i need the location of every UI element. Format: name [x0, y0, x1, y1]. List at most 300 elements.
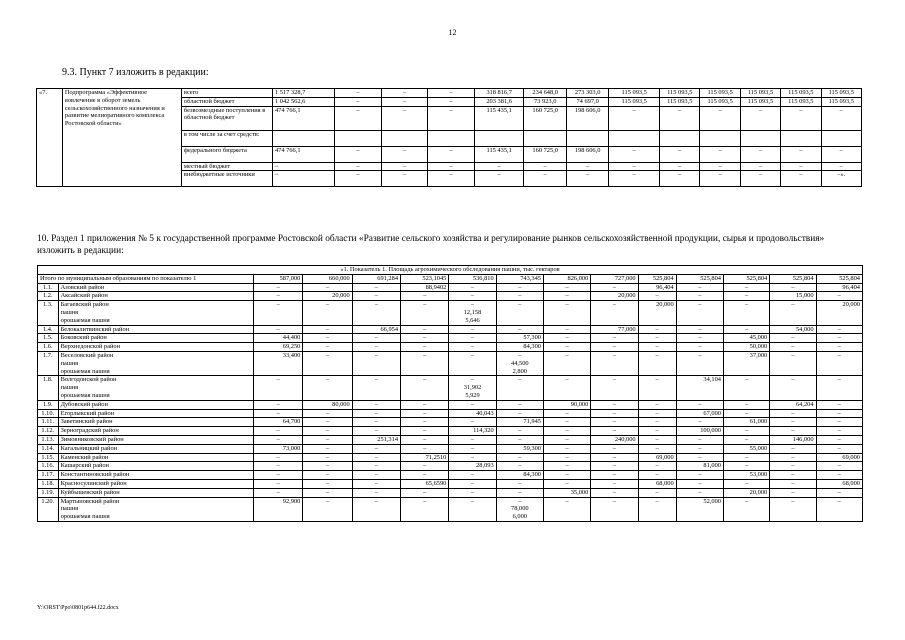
value-cell: [303, 453, 352, 462]
district-name: [58, 325, 253, 334]
cell-value: –: [325, 409, 330, 417]
funding-cell: 115 093,5: [740, 89, 780, 98]
cell-value: –: [518, 462, 522, 470]
value-cell: [770, 453, 816, 462]
value-cell: [770, 292, 816, 301]
value-cell: [770, 444, 816, 453]
funding-cell: –: [524, 171, 566, 187]
value-cell: [496, 325, 543, 334]
value-cell: [723, 418, 769, 427]
funding-cell: [660, 130, 700, 146]
cell-value: –: [518, 400, 522, 408]
funding-cell: –: [609, 106, 660, 130]
cell-value: –: [791, 444, 795, 452]
funding-cell: [335, 130, 382, 146]
cell-value: –: [612, 409, 617, 417]
funding-source-label: внебюджетные источники: [181, 171, 272, 187]
value-cell: [770, 351, 816, 375]
cell-value: –: [374, 479, 378, 487]
value-cell: [303, 334, 352, 343]
cell-value: 251,314: [377, 435, 399, 443]
value-cell: [496, 343, 543, 352]
cell-value: 84,300: [523, 471, 541, 479]
cell-value: –: [470, 301, 475, 309]
funding-cell: –: [660, 146, 700, 162]
value-cell: [253, 488, 302, 497]
cell-value: –: [655, 325, 659, 333]
value-cell: [303, 292, 352, 301]
cell-value: 66,954: [380, 325, 399, 333]
cell-value: –: [698, 343, 702, 351]
district-name: [58, 488, 253, 497]
value-cell: [591, 479, 638, 488]
district-label: Красносулинский район: [60, 479, 127, 487]
value-cell: [401, 418, 449, 427]
cell-value: 240,000: [614, 435, 636, 443]
funding-cell: –: [566, 162, 608, 171]
value-cell: [449, 400, 496, 409]
agrochemical-survey-table: [37, 265, 863, 522]
cell-value: –: [423, 488, 427, 496]
value-cell: [591, 334, 638, 343]
funding-cell: –: [821, 106, 861, 130]
cell-value: –: [325, 488, 330, 496]
cell-value: –: [325, 301, 330, 309]
value-cell: [723, 497, 769, 521]
value-cell: [401, 301, 449, 325]
district-label: Верхнедонской район: [60, 343, 120, 351]
value-cell: [401, 444, 449, 453]
cell-value: 5,929: [465, 391, 480, 399]
district-label: Веселовский район: [60, 351, 114, 359]
funding-cell: –: [474, 162, 524, 171]
district-label: Боковский район: [60, 334, 107, 342]
value-cell: [401, 462, 449, 471]
funding-cell: –: [821, 162, 861, 171]
value-cell: [496, 471, 543, 480]
funding-source-label: безвозмездные поступления в областной бюджет: [181, 106, 272, 130]
funding-cell: –: [566, 171, 608, 187]
value-cell: [496, 462, 543, 471]
value-cell: [449, 283, 496, 292]
value-cell: [638, 497, 676, 521]
row-number: 1.18.: [38, 479, 59, 488]
section-heading-9-3: 9.3. Пункт 7 изложить в редакции:: [62, 67, 209, 78]
cell-value: 84,300: [523, 343, 541, 351]
cell-value: –: [698, 471, 702, 479]
value-cell: [723, 471, 769, 480]
value-cell: [816, 400, 862, 409]
cell-value: –: [698, 453, 702, 461]
cell-value: 33,400: [282, 351, 301, 359]
cell-value: –: [612, 334, 617, 342]
funding-cell: 73 923,0: [524, 97, 566, 106]
value-cell: [723, 301, 769, 325]
value-cell: [816, 409, 862, 418]
value-cell: [543, 444, 590, 453]
value-cell: [352, 497, 400, 521]
cell-value: –: [374, 301, 378, 309]
funding-cell: –: [272, 162, 334, 171]
cell-value: –: [276, 435, 280, 443]
value-cell: [770, 400, 816, 409]
funding-cell: 115 093,5: [821, 97, 861, 106]
cell-value: –: [565, 479, 569, 487]
value-cell: [303, 351, 352, 375]
table-row: [38, 376, 863, 400]
funding-cell: –: [428, 97, 475, 106]
cell-value: –: [423, 400, 427, 408]
value-cell: [638, 351, 676, 375]
value-cell: [676, 444, 723, 453]
funding-cell: [700, 130, 740, 146]
cell-value: –: [374, 462, 378, 470]
cell-value: –: [565, 376, 569, 384]
cell-value: 31,902: [463, 384, 482, 392]
cell-value: –: [698, 301, 702, 309]
value-cell: [638, 488, 676, 497]
value-cell: [638, 444, 676, 453]
value-cell: [401, 435, 449, 444]
value-cell: [676, 418, 723, 427]
cell-value: –: [655, 400, 659, 408]
value-cell: [770, 409, 816, 418]
cell-value: –: [745, 325, 749, 333]
cell-value: –: [518, 376, 522, 384]
cell-value: 73,000: [282, 444, 301, 452]
cell-value: –: [698, 418, 702, 426]
value-cell: [496, 427, 543, 436]
value-cell: [496, 418, 543, 427]
district-name: [58, 409, 253, 418]
value-cell: [638, 479, 676, 488]
district-name: [58, 462, 253, 471]
value-cell: [638, 453, 676, 462]
value-cell: [543, 292, 590, 301]
value-cell: [253, 292, 302, 301]
value-cell: [591, 427, 638, 436]
cell-value: –: [325, 453, 330, 461]
cell-value: –: [655, 444, 659, 452]
cell-value: –: [791, 453, 795, 461]
value-cell: [496, 488, 543, 497]
district-name: [58, 435, 253, 444]
cell-value: –: [837, 418, 841, 426]
cell-value: –: [325, 479, 330, 487]
value-cell: [770, 497, 816, 521]
district-label: Зерноградский район: [60, 427, 119, 435]
value-cell: [401, 334, 449, 343]
row-number: 1.20.: [38, 497, 59, 521]
cell-value: 12,158: [463, 308, 482, 316]
funding-cell: –: [335, 171, 382, 187]
value-cell: [496, 301, 543, 325]
value-cell: [816, 435, 862, 444]
cell-value: –: [423, 325, 427, 333]
funding-cell: –: [740, 146, 780, 162]
cell-value: 114,320: [473, 427, 494, 435]
row-number: «7.: [37, 89, 63, 187]
cell-value: –: [325, 418, 330, 426]
value-cell: [449, 444, 496, 453]
cell-value: –: [655, 471, 659, 479]
value-cell: [253, 376, 302, 400]
value-cell: [303, 343, 352, 352]
row-number: 1.6.: [38, 343, 59, 352]
cell-value: –: [423, 427, 427, 435]
funding-cell: –: [428, 89, 475, 98]
value-cell: [449, 453, 496, 462]
total-value: 727,000: [591, 274, 638, 283]
total-value: 525,804: [723, 274, 769, 283]
funding-cell: –: [524, 162, 566, 171]
value-cell: [352, 376, 400, 400]
value-cell: [543, 427, 590, 436]
value-cell: [676, 343, 723, 352]
funding-cell: –: [700, 146, 740, 162]
cell-value: –: [612, 453, 617, 461]
total-row: [38, 274, 863, 283]
cell-value: –: [276, 479, 280, 487]
funding-cell: 115 093,5: [609, 97, 660, 106]
value-cell: [401, 343, 449, 352]
cell-value: –: [698, 435, 702, 443]
value-cell: [303, 444, 352, 453]
value-cell: [770, 283, 816, 292]
cell-value: –: [565, 283, 569, 291]
cell-value: 2,800: [512, 367, 528, 375]
value-cell: [770, 418, 816, 427]
district-label: Аксайский район: [60, 292, 108, 300]
value-cell: [253, 343, 302, 352]
funding-cell: 115 093,5: [781, 89, 821, 98]
cell-value: –: [745, 409, 749, 417]
value-cell: [303, 409, 352, 418]
cell-value: –: [837, 334, 841, 342]
value-cell: [591, 325, 638, 334]
value-cell: [638, 462, 676, 471]
value-cell: [591, 283, 638, 292]
value-cell: [676, 400, 723, 409]
value-cell: [816, 283, 862, 292]
cell-value: 88,9402: [425, 283, 447, 291]
value-cell: [496, 453, 543, 462]
value-cell: [496, 409, 543, 418]
cell-value: –: [791, 462, 795, 470]
district-label: Константиновский район: [60, 471, 130, 479]
cell-value: –: [837, 409, 841, 417]
cell-value: 40,043: [476, 409, 494, 417]
value-cell: [253, 409, 302, 418]
value-cell: [723, 325, 769, 334]
value-cell: [770, 334, 816, 343]
cell-value: –: [612, 343, 617, 351]
total-value: 525,804: [638, 274, 676, 283]
cell-value: –: [325, 427, 330, 435]
value-cell: [449, 471, 496, 480]
cell-value: –: [374, 418, 378, 426]
table-caption: «1. Показатель 1. Площадь агрохимического обследования пашни, тыс. гектаров: [38, 266, 863, 275]
funding-cell: [740, 130, 780, 146]
value-cell: [723, 488, 769, 497]
value-cell: [816, 334, 862, 343]
value-cell: [770, 325, 816, 334]
table-row: [38, 479, 863, 488]
cell-value: –: [837, 488, 841, 496]
cell-value: –: [612, 488, 617, 496]
cell-value: –: [325, 435, 330, 443]
table-row: [38, 301, 863, 325]
value-cell: [543, 453, 590, 462]
cell-value: 90,000: [570, 400, 589, 408]
cell-value: 80,000: [332, 400, 350, 408]
funding-cell: –: [335, 97, 382, 106]
cell-value: –: [470, 400, 475, 408]
cell-value: 71,2510: [425, 453, 447, 461]
total-value: 523,1045: [401, 274, 449, 283]
cell-value: –: [325, 462, 330, 470]
funding-cell: 1 042 562,6: [272, 97, 334, 106]
value-cell: [676, 479, 723, 488]
cell-value: –: [837, 462, 841, 470]
value-cell: [352, 488, 400, 497]
value-cell: [352, 435, 400, 444]
value-cell: [676, 283, 723, 292]
table-row: [38, 400, 863, 409]
funding-cell: 198 606,0: [566, 146, 608, 162]
funding-cell: 115 093,5: [821, 89, 861, 98]
total-value: 691,284: [352, 274, 400, 283]
value-cell: [303, 427, 352, 436]
cell-value: –: [470, 444, 475, 452]
cell-value: –: [374, 453, 378, 461]
value-cell: [401, 471, 449, 480]
value-cell: [449, 351, 496, 375]
value-cell: [352, 409, 400, 418]
cell-value: –: [470, 334, 475, 342]
value-cell: [253, 444, 302, 453]
cell-value: –: [518, 351, 522, 359]
value-cell: [816, 376, 862, 400]
funding-cell: –: [381, 89, 428, 98]
value-cell: [543, 462, 590, 471]
funding-cell: 273 303,0: [566, 89, 608, 98]
cell-value: –: [837, 444, 841, 452]
value-cell: [352, 283, 400, 292]
table-row: [38, 453, 863, 462]
value-cell: [496, 479, 543, 488]
value-cell: [543, 400, 590, 409]
cell-value: –: [612, 427, 617, 435]
value-cell: [401, 292, 449, 301]
funding-cell: –: [335, 162, 382, 171]
cell-value: –: [791, 427, 795, 435]
cell-value: –: [655, 418, 659, 426]
cell-value: 65,6590: [425, 479, 447, 487]
value-cell: [449, 435, 496, 444]
cell-value: –: [791, 301, 795, 309]
value-cell: [723, 462, 769, 471]
footer-file-path: Y:\ORST\Ppo\0801p644.f22.docx: [37, 605, 119, 611]
value-cell: [591, 471, 638, 480]
funding-cell: 160 725,0: [524, 146, 566, 162]
value-cell: [816, 427, 862, 436]
cell-value: 92,900: [282, 497, 301, 505]
cell-value: –: [698, 283, 702, 291]
value-cell: [352, 301, 400, 325]
cell-value: –: [423, 343, 427, 351]
cell-value: –: [276, 453, 280, 461]
cell-value: –: [698, 325, 702, 333]
cell-value: –: [655, 488, 659, 496]
cell-value: –: [423, 471, 427, 479]
cell-value: 96,404: [842, 283, 860, 291]
district-name: [58, 343, 253, 352]
value-cell: [591, 435, 638, 444]
cell-value: –: [745, 292, 749, 300]
program-name: Подпрограмма «Эффективное вовлечение в оборот земель сельскохозяйственного назначения и развитие мелиоративного комплекса Ростовской области»: [62, 89, 181, 187]
cell-value: –: [423, 444, 427, 452]
cell-value: –: [565, 351, 569, 359]
value-cell: [496, 351, 543, 375]
value-cell: [496, 334, 543, 343]
cell-value: 55,000: [749, 444, 768, 452]
funding-source-label: местный бюджет: [181, 162, 272, 171]
cell-value: –: [565, 343, 569, 351]
value-cell: [253, 462, 302, 471]
funding-cell: –: [335, 106, 382, 130]
value-cell: [638, 376, 676, 400]
total-value: 525,804: [770, 274, 816, 283]
cell-value: –: [565, 462, 569, 470]
subprogram-funding-table: [36, 88, 862, 187]
value-cell: [591, 418, 638, 427]
funding-cell: –: [428, 106, 475, 130]
value-cell: [352, 292, 400, 301]
value-cell: [543, 435, 590, 444]
value-cell: [253, 497, 302, 521]
total-value: 525,804: [676, 274, 723, 283]
cell-value: 6,000: [512, 513, 528, 521]
funding-cell: –: [740, 162, 780, 171]
value-cell: [723, 292, 769, 301]
funding-cell: 115 093,5: [609, 89, 660, 98]
cell-value: –: [325, 351, 330, 359]
cell-value: –: [612, 376, 617, 384]
value-cell: [401, 283, 449, 292]
value-cell: [449, 376, 496, 400]
value-cell: [676, 325, 723, 334]
cell-value: 64,700: [282, 418, 301, 426]
funding-cell: 115 093,5: [700, 89, 740, 98]
value-cell: [816, 462, 862, 471]
land-type-label: пашня: [60, 505, 79, 513]
cell-value: –: [470, 325, 475, 333]
funding-cell: –: [381, 171, 428, 187]
cell-value: –: [470, 351, 475, 359]
value-cell: [676, 409, 723, 418]
cell-value: –: [518, 435, 522, 443]
value-cell: [303, 418, 352, 427]
value-cell: [253, 334, 302, 343]
cell-value: –: [325, 444, 330, 452]
funding-cell: –: [428, 162, 475, 171]
funding-cell: –».: [821, 171, 861, 187]
value-cell: [816, 444, 862, 453]
value-cell: [591, 497, 638, 521]
funding-cell: –: [381, 106, 428, 130]
funding-cell: 115 435,1: [474, 146, 524, 162]
